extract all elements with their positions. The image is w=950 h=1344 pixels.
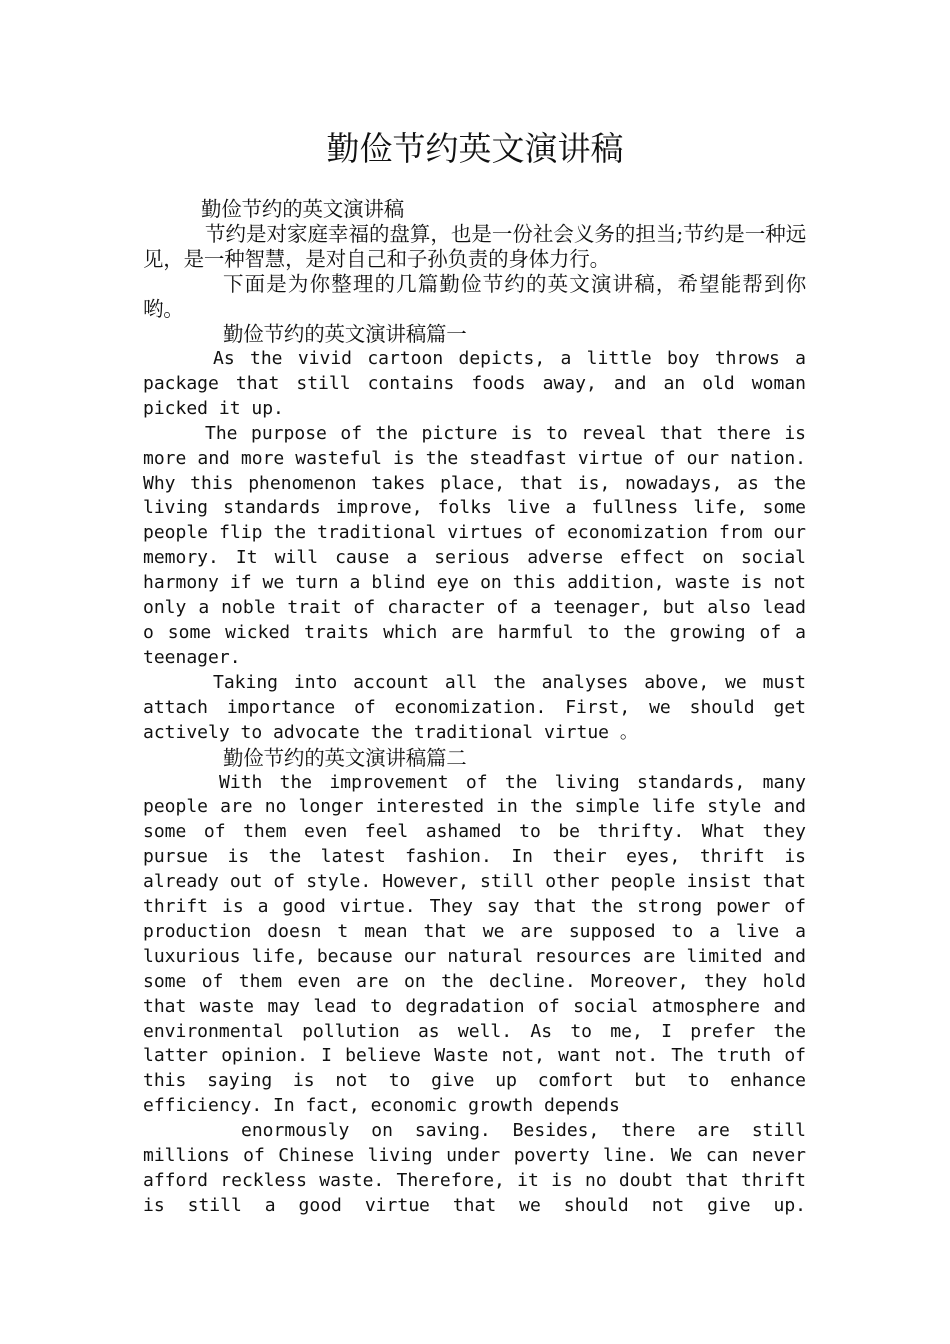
page-title: 勤俭节约英文演讲稿 — [326, 129, 624, 168]
section-1-heading: 勤俭节约的英文演讲稿篇一 — [223, 322, 467, 346]
document-body — [143, 197, 806, 1219]
section-1-paragraph-2: The purpose of the picture is to reveal that there is more and more wasteful is the steadfast virtue of our nation. Why this phenomenon takes place, that is, nowadays, as the living standards improve, folks live a fullness life, some people flip the traditional virtues of economization from our memory. It will cause a serious adverse effect on social harmony if we turn a blind eye on this addition, waste is not only a noble trait of character of a teenager, but also lead o some wicked traits which are harmful to the growing of a teenager. — [143, 422, 806, 668]
intro-paragraph-2: 下面是为你整理的几篇勤俭节约的英文演讲稿，希望能帮到你哟。 — [143, 272, 806, 321]
section-2-heading: 勤俭节约的英文演讲稿篇二 — [223, 745, 467, 770]
section-2-paragraph-1: With the improvement of the living standards, many people are no longer interested in the simple life style and some of them even feel ashamed to be thrifty. What they pursue is the latest fashion. In their eyes, thrift is already out of style. However, still other people insist that thrift is a good virtue. They say that the strong power of production doesn t mean that we are supposed to a live a luxurious life, because our natural resources are limited and some of them even are on the decline. Moreover, they hold that waste may lead to degradation of social atmosphere and environmental pollution as well. As to me, I prefer the latter opinion. I believe Waste not, want not. The truth of this saying is not to give up comfort but to enhance efficiency. In fact, economic growth depends — [143, 771, 806, 1117]
section-2-paragraph-2: enormously on saving. Besides, there are still millions of Chinese living under poverty line. We can never afford reckless waste. Therefore, it is no doubt that thrift is still a good virtue that we should not give up. — [143, 1120, 806, 1216]
section-1-paragraph-3: Taking into account all the analyses above, we must attach importance of economization. First, we should get actively to advocate the traditional virtue 。 — [143, 671, 806, 743]
section-1-paragraph-1: As the vivid cartoon depicts, a little boy throws a package that still contains foods away, and an old woman picked it up. — [143, 348, 806, 419]
subtitle: 勤俭节约的英文演讲稿 — [201, 197, 404, 221]
intro-paragraph-1: 节约是对家庭幸福的盘算，也是一份社会义务的担当;节约是一种远见，是一种智慧，是对自己和子孙负责的身体力行。 — [143, 222, 806, 271]
